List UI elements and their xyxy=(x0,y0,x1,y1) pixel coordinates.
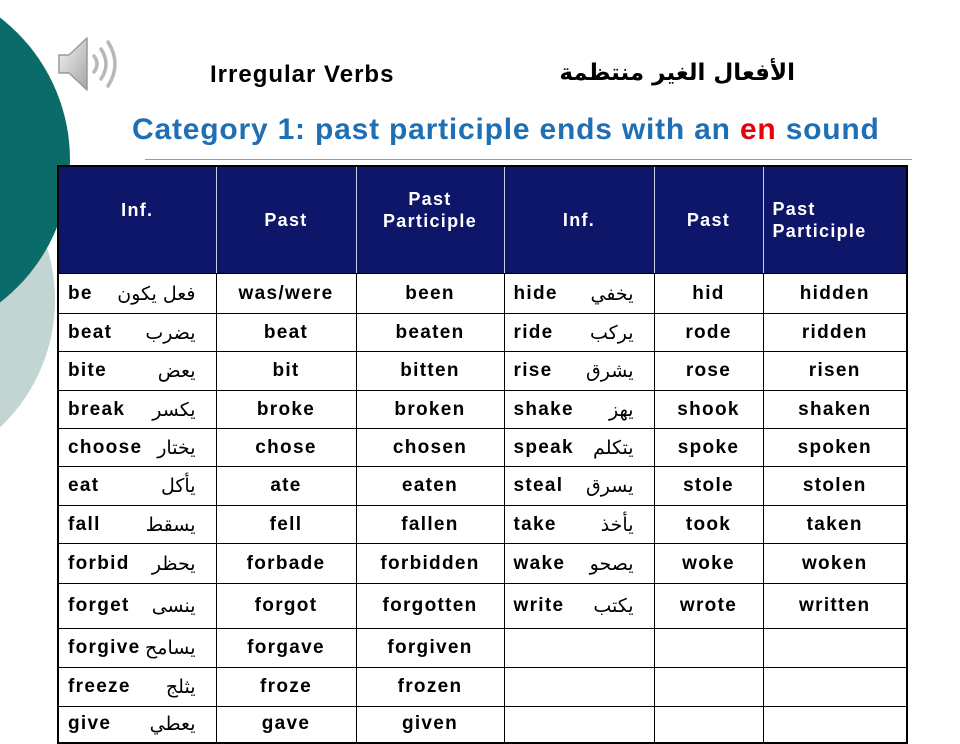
past-participle-cell: forgiven xyxy=(356,629,504,668)
infinitive-en: hide xyxy=(513,282,558,304)
table-row xyxy=(58,506,907,544)
infinitive-ar: يهز xyxy=(608,398,634,421)
infinitive-en: bite xyxy=(68,360,107,381)
infinitive-cell xyxy=(58,668,216,707)
infinitive-ar: يسقط xyxy=(145,513,196,536)
infinitive-cell xyxy=(504,314,654,352)
infinitive-cell xyxy=(504,391,654,429)
infinitive-en: take xyxy=(513,513,557,535)
past-participle-cell: hidden xyxy=(763,274,907,314)
past-cell: froze xyxy=(216,668,356,707)
table-row xyxy=(58,314,907,352)
infinitive-pair xyxy=(505,514,654,536)
infinitive-en: speak xyxy=(513,436,574,458)
past-cell: ate xyxy=(216,467,356,506)
past-participle-cell: been xyxy=(356,274,504,314)
table-row xyxy=(58,668,907,707)
header-past-participle xyxy=(356,166,504,274)
infinitive-pair xyxy=(59,475,216,497)
infinitive-ar: يسرق xyxy=(586,475,634,497)
speaker-icon[interactable] xyxy=(56,34,122,94)
infinitive-en: steal xyxy=(513,475,564,496)
infinitive-pair xyxy=(59,553,216,575)
header-past: Past xyxy=(216,166,356,274)
past-participle-cell: chosen xyxy=(356,429,504,467)
infinitive-pair xyxy=(59,637,216,659)
past-cell: hid xyxy=(654,274,763,314)
infinitive-pair xyxy=(59,322,216,344)
table-row xyxy=(58,429,907,467)
past-cell: forgot xyxy=(216,584,356,629)
infinitive-en: freeze xyxy=(68,676,131,697)
past-participle-cell: given xyxy=(356,707,504,743)
subtitle-text-end: sound xyxy=(776,113,880,146)
header-past-participle xyxy=(763,166,907,274)
infinitive-ar: يحظر xyxy=(151,552,196,575)
infinitive-ar: ينسى xyxy=(151,595,196,617)
header-past-participle-label: Past Participle xyxy=(772,199,867,241)
infinitive-ar: يشرق xyxy=(586,360,634,382)
infinitive-cell xyxy=(504,352,654,391)
infinitive-en: shake xyxy=(513,398,574,420)
empty-cell xyxy=(763,707,907,743)
past-cell: fell xyxy=(216,506,356,544)
infinitive-ar: يكسر xyxy=(152,398,196,421)
title-english: Irregular Verbs xyxy=(210,61,395,88)
infinitive-ar: يخفي xyxy=(590,282,634,305)
empty-cell xyxy=(763,629,907,668)
past-participle-cell: eaten xyxy=(356,467,504,506)
title-arabic: الأفعال الغير منتظمة xyxy=(559,60,795,86)
past-participle-cell: ridden xyxy=(763,314,907,352)
table-row xyxy=(58,584,907,629)
empty-cell xyxy=(504,668,654,707)
header-past: Past xyxy=(654,166,763,274)
infinitive-ar: يعض xyxy=(157,360,196,382)
infinitive-cell xyxy=(504,544,654,584)
infinitive-ar: يأكل xyxy=(160,475,196,497)
infinitive-cell xyxy=(58,274,216,314)
infinitive-en: eat xyxy=(68,475,100,496)
past-participle-cell: fallen xyxy=(356,506,504,544)
irregular-verbs-table xyxy=(57,165,908,744)
past-participle-cell: shaken xyxy=(763,391,907,429)
infinitive-cell xyxy=(58,429,216,467)
infinitive-en: beat xyxy=(68,321,113,343)
infinitive-pair xyxy=(505,595,654,617)
header-infinitive: Inf. xyxy=(504,166,654,274)
infinitive-ar: يأخذ xyxy=(600,513,634,536)
past-cell: woke xyxy=(654,544,763,584)
infinitive-cell xyxy=(58,544,216,584)
infinitive-en: wake xyxy=(513,552,566,574)
past-cell: beat xyxy=(216,314,356,352)
infinitive-en: write xyxy=(513,595,565,616)
infinitive-ar: فعل يكون xyxy=(117,282,196,305)
empty-cell xyxy=(504,707,654,743)
past-participle-cell: risen xyxy=(763,352,907,391)
past-cell: forbade xyxy=(216,544,356,584)
empty-cell xyxy=(763,668,907,707)
table-row xyxy=(58,629,907,668)
infinitive-pair xyxy=(59,437,216,459)
infinitive-pair xyxy=(59,360,216,382)
empty-cell xyxy=(654,668,763,707)
infinitive-pair xyxy=(505,475,654,497)
divider-line xyxy=(145,159,912,160)
past-cell: took xyxy=(654,506,763,544)
table-row xyxy=(58,352,907,391)
infinitive-pair xyxy=(59,713,216,735)
past-cell: spoke xyxy=(654,429,763,467)
past-participle-cell: bitten xyxy=(356,352,504,391)
infinitive-en: break xyxy=(68,398,126,420)
infinitive-ar: يعطي xyxy=(149,713,196,736)
infinitive-en: fall xyxy=(68,513,101,535)
past-participle-cell: woken xyxy=(763,544,907,584)
table-row xyxy=(58,467,907,506)
past-cell: shook xyxy=(654,391,763,429)
infinitive-cell xyxy=(504,274,654,314)
past-cell: rode xyxy=(654,314,763,352)
table-row xyxy=(58,274,907,314)
header-past-participle-label: Past Participle xyxy=(382,188,478,231)
infinitive-cell xyxy=(58,391,216,429)
infinitive-pair xyxy=(59,283,216,305)
past-cell: chose xyxy=(216,429,356,467)
past-cell: forgave xyxy=(216,629,356,668)
infinitive-ar: يضرب xyxy=(145,321,196,344)
infinitive-ar: يكتب xyxy=(593,595,634,617)
infinitive-cell xyxy=(58,506,216,544)
infinitive-pair xyxy=(59,514,216,536)
empty-cell xyxy=(654,707,763,743)
past-cell: stole xyxy=(654,467,763,506)
empty-cell xyxy=(654,629,763,668)
table-row xyxy=(58,544,907,584)
infinitive-ar: يسامح xyxy=(145,637,196,659)
infinitive-pair xyxy=(505,283,654,305)
past-participle-cell: forgotten xyxy=(356,584,504,629)
infinitive-cell xyxy=(58,584,216,629)
category-subtitle xyxy=(132,113,880,147)
infinitive-ar: يركب xyxy=(590,321,634,344)
infinitive-en: forgive xyxy=(68,637,141,658)
past-cell: wrote xyxy=(654,584,763,629)
infinitive-en: be xyxy=(68,282,93,304)
infinitive-en: ride xyxy=(513,321,554,343)
table-header-row xyxy=(58,166,907,274)
infinitive-pair xyxy=(505,553,654,575)
infinitive-cell xyxy=(504,429,654,467)
infinitive-cell xyxy=(58,707,216,743)
past-participle-cell: frozen xyxy=(356,668,504,707)
header-infinitive: Inf. xyxy=(58,166,216,274)
past-participle-cell: broken xyxy=(356,391,504,429)
infinitive-pair xyxy=(505,322,654,344)
past-participle-cell: forbidden xyxy=(356,544,504,584)
past-participle-cell: stolen xyxy=(763,467,907,506)
infinitive-cell xyxy=(504,506,654,544)
infinitive-cell xyxy=(58,629,216,668)
past-participle-cell: beaten xyxy=(356,314,504,352)
past-cell: broke xyxy=(216,391,356,429)
infinitive-cell xyxy=(504,584,654,629)
infinitive-cell xyxy=(58,467,216,506)
subtitle-highlight: en xyxy=(739,113,777,146)
infinitive-ar: يثلج xyxy=(165,676,196,698)
past-cell: gave xyxy=(216,707,356,743)
infinitive-en: give xyxy=(68,713,112,735)
infinitive-en: forbid xyxy=(68,552,130,574)
infinitive-pair xyxy=(505,360,654,382)
infinitive-pair xyxy=(59,595,216,617)
past-participle-cell: spoken xyxy=(763,429,907,467)
past-cell: rose xyxy=(654,352,763,391)
infinitive-cell xyxy=(58,352,216,391)
infinitive-cell xyxy=(504,467,654,506)
infinitive-pair xyxy=(505,399,654,421)
past-cell: was/were xyxy=(216,274,356,314)
infinitive-en: rise xyxy=(513,360,553,381)
infinitive-ar: يصحو xyxy=(589,552,634,575)
infinitive-en: choose xyxy=(68,436,143,458)
past-cell: bit xyxy=(216,352,356,391)
table-row xyxy=(58,391,907,429)
infinitive-pair xyxy=(505,437,654,459)
past-participle-cell: written xyxy=(763,584,907,629)
infinitive-ar: يختار xyxy=(157,436,196,459)
subtitle-text: Category 1: past participle ends with an xyxy=(132,113,740,146)
infinitive-pair xyxy=(59,676,216,698)
past-participle-cell: taken xyxy=(763,506,907,544)
empty-cell xyxy=(504,629,654,668)
infinitive-pair xyxy=(59,399,216,421)
table-row xyxy=(58,707,907,743)
infinitive-cell xyxy=(58,314,216,352)
infinitive-en: forget xyxy=(68,595,130,616)
infinitive-ar: يتكلم xyxy=(593,436,634,459)
